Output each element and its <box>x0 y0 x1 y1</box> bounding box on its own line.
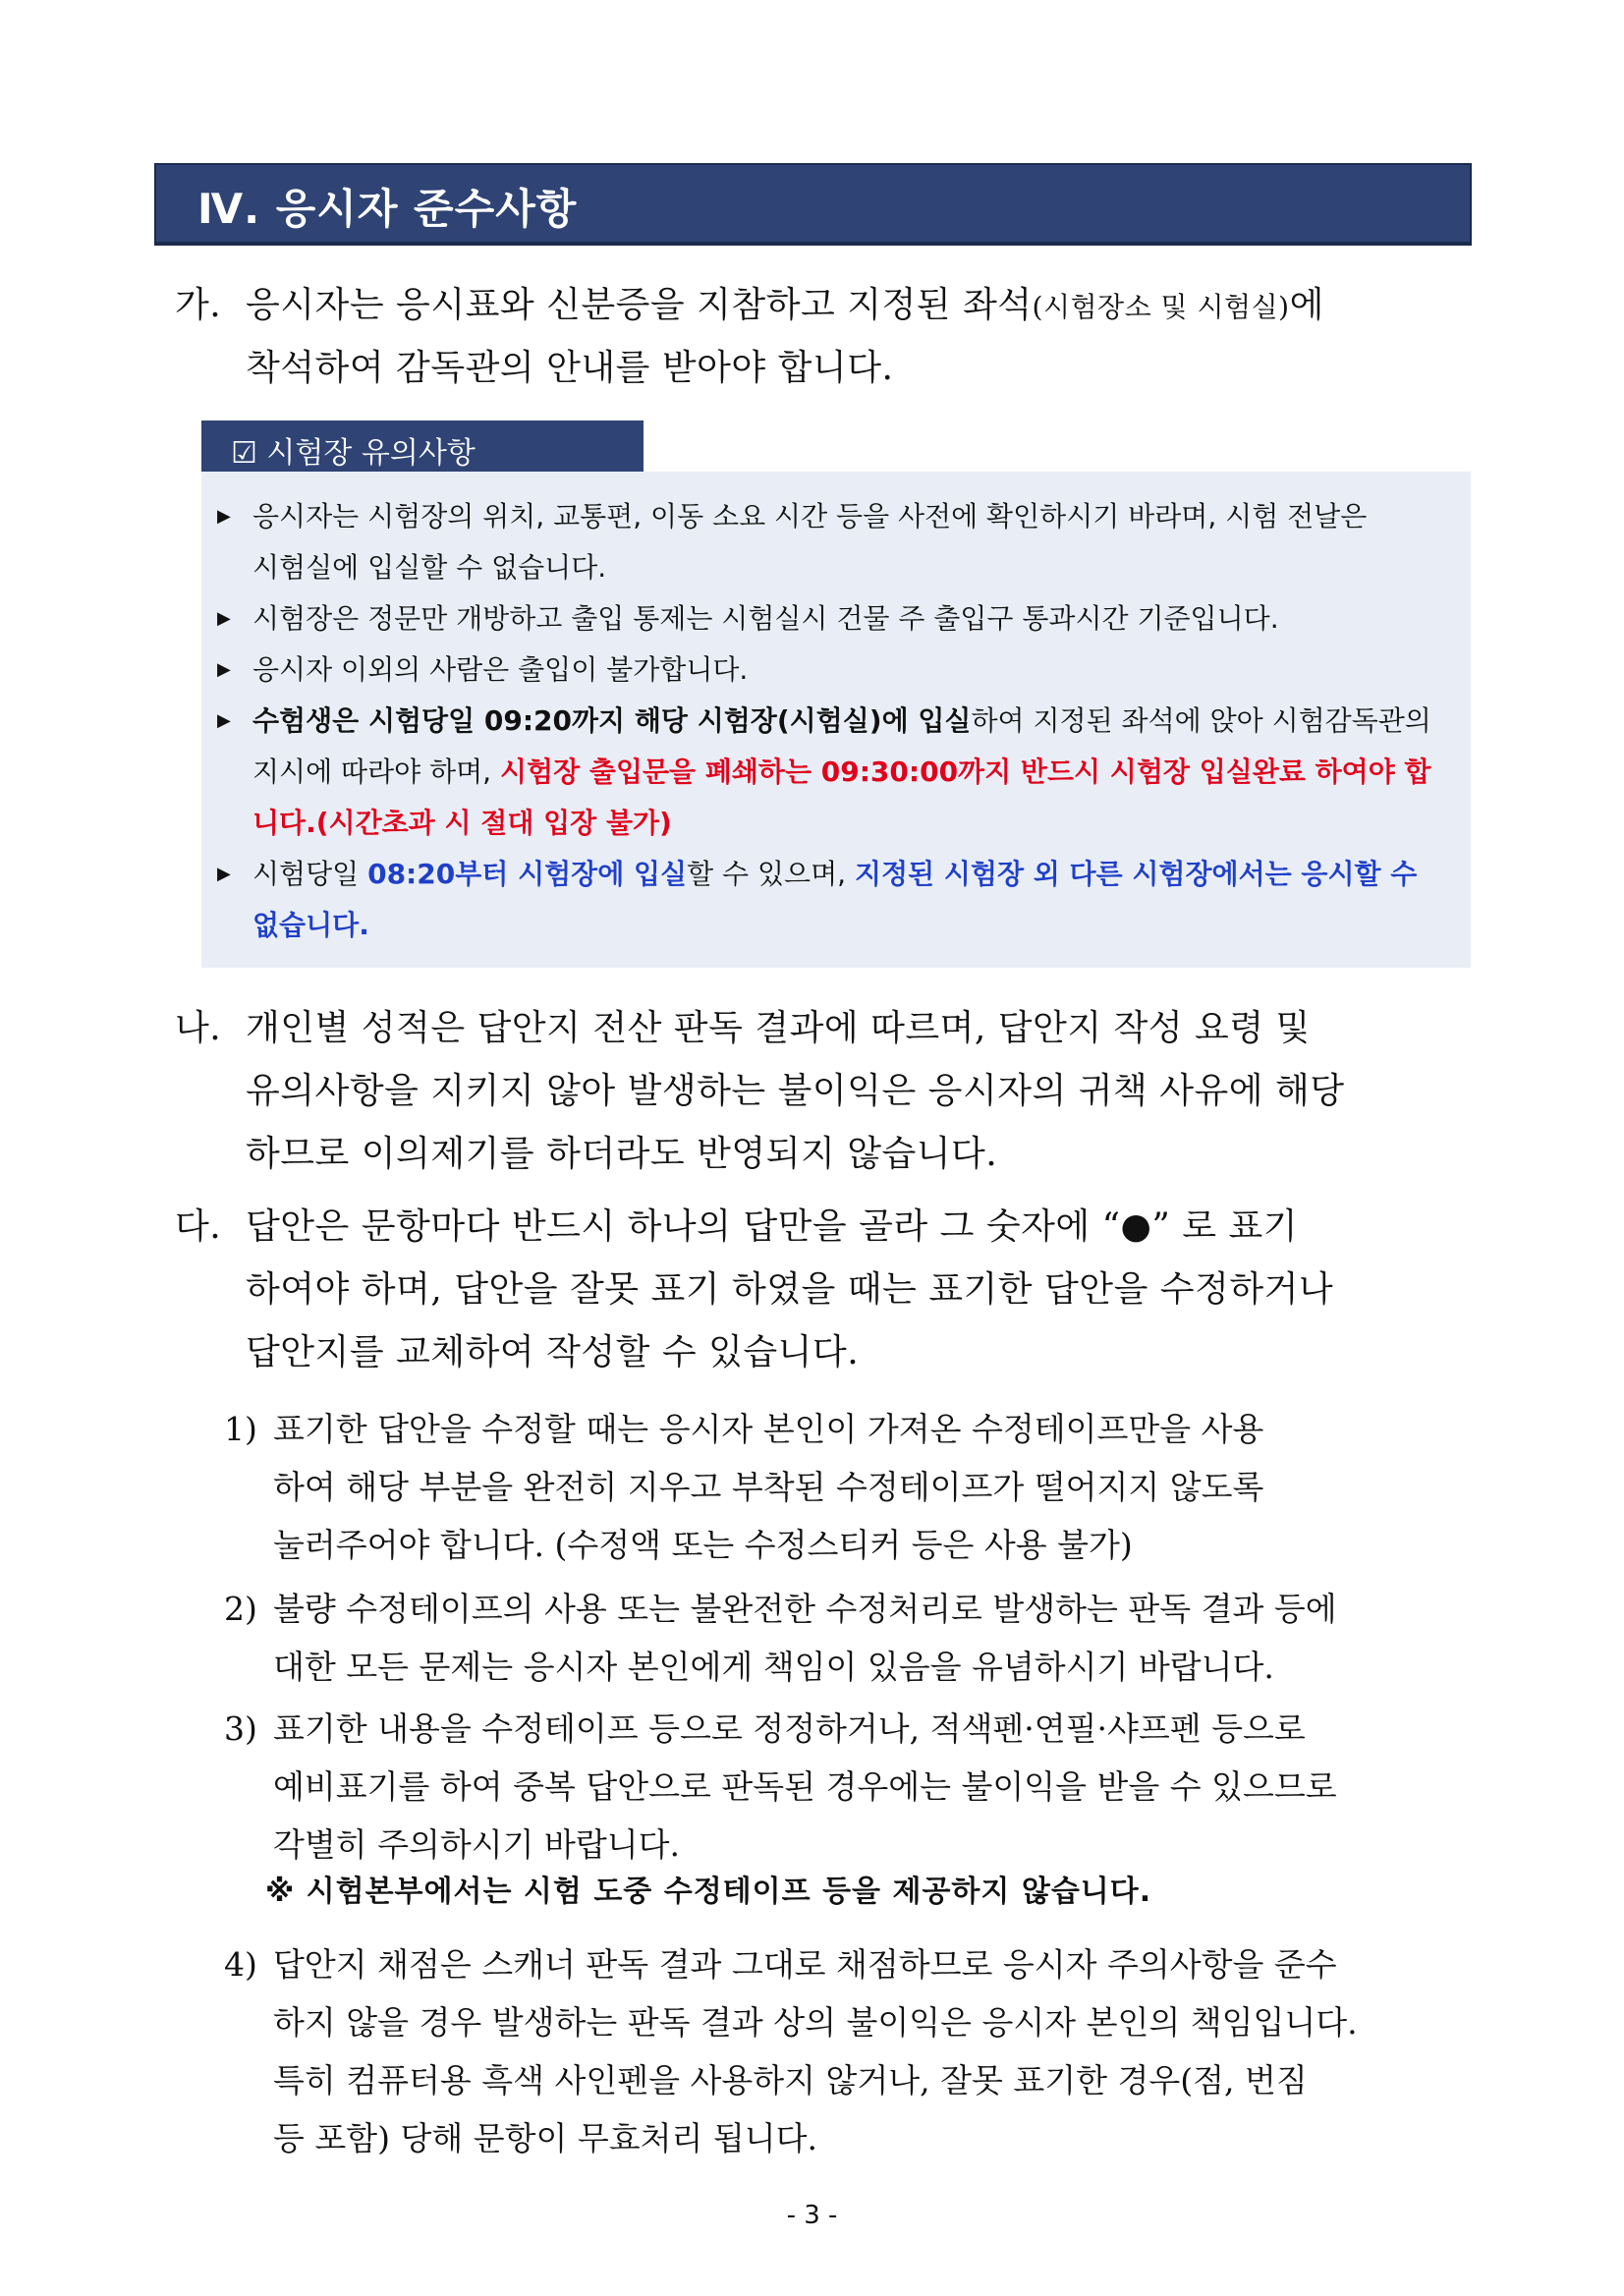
paragraph-line <box>246 275 1324 338</box>
paragraph-line: 답안지를 교체하여 작성할 수 있습니다. <box>246 1332 860 1372</box>
sub-item-text: 특히 컴퓨터용 흑색 사인펜을 사용하지 않거나, 잘못 표기한 경우(점, 번짐 <box>273 2061 1308 2100</box>
triangle-bullet-icon: ▶ <box>217 506 231 527</box>
sub-item-text: 예비표기를 하여 중복 답안으로 판독된 경우에는 불이익을 받을 수 있으므로 <box>273 1767 1337 1806</box>
page-number: - 3 - <box>786 2201 838 2230</box>
sub-item-text: 불량 수정테이프의 사용 또는 불완전한 수정처리로 발생하는 판독 결과 등에 <box>273 1590 1337 1628</box>
notice-text: 하여 지정된 좌석에 앉아 시험감독관의 <box>971 704 1431 737</box>
paragraph-line: 착석하여 감독관의 안내를 받아야 합니다. <box>246 348 894 388</box>
notice-line <box>252 696 1431 747</box>
notice-tab <box>201 420 644 472</box>
sub-item-text: 각별히 주의하시기 바랍니다. <box>273 1825 681 1864</box>
triangle-bullet-icon: ▶ <box>217 659 231 680</box>
paragraph-ga <box>175 275 1474 403</box>
paragraph-da <box>175 1197 1474 1383</box>
notice-text: 시험당일 <box>252 858 368 890</box>
sub-item-text: 표기한 내용을 수정테이프 등으로 정정하거나, 적색펜·연필·샤프펜 등으로 <box>273 1709 1306 1748</box>
paragraph-line: 개인별 성적은 답안지 전산 판독 결과에 따르며, 답안지 작성 요령 및 <box>246 1008 1311 1048</box>
sub-item-number: 4) <box>224 1945 257 1984</box>
notice-blue-text: 없습니다. <box>252 909 369 941</box>
sub-item-text: 등 포함) 당해 문항이 무효처리 됩니다. <box>273 2119 817 2157</box>
section-header <box>154 163 1472 244</box>
paragraph-na <box>175 998 1474 1185</box>
paragraph-marker: 가. <box>175 285 222 325</box>
warning-note: ※ 시험본부에서는 시험 도중 수정테이프 등을 제공하지 않습니다. <box>265 1875 1152 1909</box>
notice-text: 응시자 이외의 사람은 출입이 불가합니다. <box>252 653 749 686</box>
notice-blue-text: 지정된 시험장 외 다른 시험장에서는 응시할 수 <box>854 858 1418 890</box>
paragraph-marker: 나. <box>175 1008 222 1048</box>
notice-bold-text: 수험생은 시험당일 09:20까지 해당 시험장(시험실)에 입실 <box>252 704 972 737</box>
notice-box <box>201 472 1471 968</box>
notice-line <box>252 747 1431 798</box>
notice-text: 시험장은 정문만 개방하고 출입 통제는 시험실시 건물 주 출입구 통과시간 기준입니다. <box>252 602 1279 635</box>
notice-line <box>252 849 1417 900</box>
paragraph-line: 유의사항을 지키지 않아 발생하는 불이익은 응시자의 귀책 사유에 해당 <box>246 1071 1345 1111</box>
triangle-bullet-icon: ▶ <box>217 608 231 629</box>
notice-text: 할 수 있으며, <box>687 858 855 890</box>
sub-item-text: 대한 모든 문제는 응시자 본인에게 책임이 있음을 유념하시기 바랍니다. <box>273 1648 1274 1686</box>
notice-red-text: 시험장 출입문을 폐쇄하는 09:30:00까지 반드시 시험장 입실완료 하여야 합 <box>500 756 1431 788</box>
notice-text: 지시에 따라야 하며, <box>252 756 500 788</box>
notice-title: ☑ 시험장 유의사항 <box>231 436 476 471</box>
notice-blue-text: 08:20부터 시험장에 입실 <box>367 858 688 890</box>
sub-item-number: 1) <box>224 1410 257 1448</box>
paragraph-text: 응시자는 응시표와 신분증을 지참하고 지정된 좌석 <box>246 285 1033 325</box>
paragraph-small-text: (시험장소 및 시험실) <box>1032 291 1290 323</box>
sub-item-number: 3) <box>224 1709 257 1748</box>
section-title: Ⅳ. 응시자 준수사항 <box>197 185 578 233</box>
triangle-bullet-icon: ▶ <box>217 710 231 731</box>
sub-item-text: 하지 않을 경우 발생하는 판독 결과 상의 불이익은 응시자 본인의 책임입니다. <box>273 2003 1358 2042</box>
paragraph-line: 하므로 이의제기를 하더라도 반영되지 않습니다. <box>246 1134 998 1174</box>
notice-text: 응시자는 시험장의 위치, 교통편, 이동 소요 시간 등을 사전에 확인하시기 바라며, 시험 전날은 <box>252 500 1368 532</box>
paragraph-text: 에 <box>1289 285 1324 325</box>
sub-item-text: 표기한 답안을 수정할 때는 응시자 본인이 가져온 수정테이프만을 사용 <box>273 1410 1264 1448</box>
sub-item-text: 답안지 채점은 스캐너 판독 결과 그대로 채점하므로 응시자 주의사항을 준수 <box>273 1945 1337 1984</box>
triangle-bullet-icon: ▶ <box>217 864 231 884</box>
paragraph-line: 답안은 문항마다 반드시 하나의 답만을 골라 그 숫자에 “●” 로 표기 <box>246 1206 1299 1247</box>
sub-item-number: 2) <box>224 1590 257 1628</box>
paragraph-marker: 다. <box>175 1206 222 1247</box>
paragraph-line: 하여야 하며, 답안을 잘못 표기 하였을 때는 표기한 답안을 수정하거나 <box>246 1269 1334 1310</box>
notice-text: 시험실에 입실할 수 없습니다. <box>252 551 607 584</box>
sub-item-text: 눌러주어야 합니다. (수정액 또는 수정스티커 등은 사용 불가) <box>273 1526 1133 1564</box>
sub-item-text: 하여 해당 부분을 완전히 지우고 부착된 수정테이프가 떨어지지 않도록 <box>273 1468 1264 1506</box>
notice-red-text: 니다.(시간초과 시 절대 입장 불가) <box>252 807 672 839</box>
